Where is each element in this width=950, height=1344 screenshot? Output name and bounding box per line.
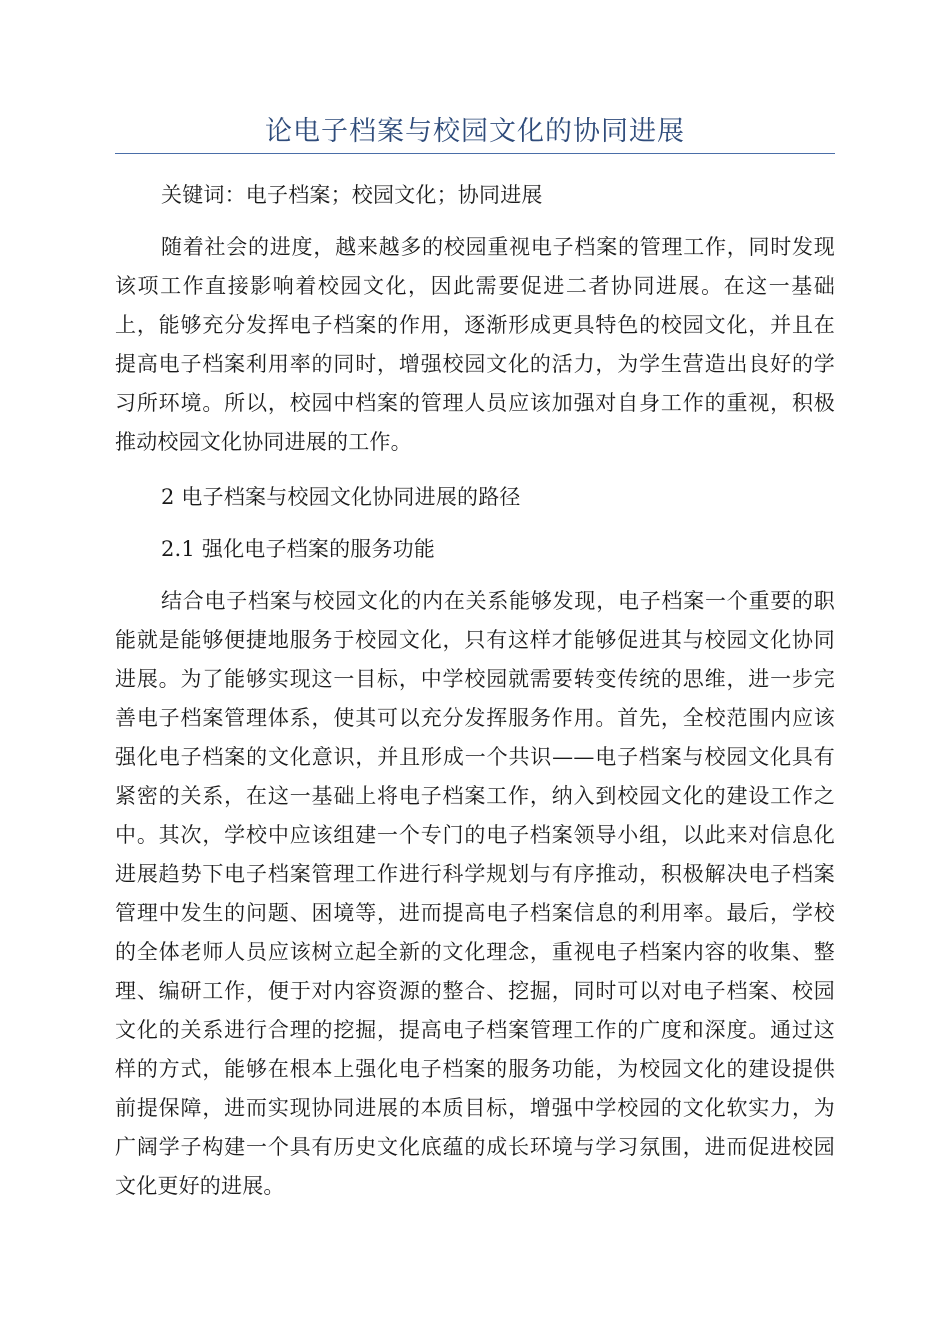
- document-title: 论电子档案与校园文化的协同进展: [265, 116, 685, 147]
- intro-paragraph: 随着社会的进度，越来越多的校园重视电子档案的管理工作，同时发现该项工作直接影响着校园文化，因此需要促进二者协同进展。在这一基础上，能够充分发挥电子档案的作用，逐渐形成更具特色的校园文化，并且在提高电子档案利用率的同时，增强校园文化的活力，为学生营造出良好的学习所环境。所以，校园中档案的管理人员应该加强对自身工作的重视，积极推动校园文化协同进展的工作。: [115, 235, 835, 454]
- section-2-1-paragraph: 结合电子档案与校园文化的内在关系能够发现，电子档案一个重要的职能就是能够便捷地服务于校园文化，只有这样才能够促进其与校园文化协同进展。为了能够实现这一目标，中学校园就需要转变传统的思维，进一步完善电子档案管理体系，使其可以充分发挥服务作用。首先，全校范围内应该强化电子档案的文化意识，并且形成一个共识——电子档案与校园文化具有紧密的关系，在这一基础上将电子档案工作，纳入到校园文化的建设工作之中。其次，学校中应该组建一个专门的电子档案领导小组，以此来对信息化进展趋势下电子档案管理工作进行科学规划与有序推动，积极解决电子档案管理中发生的问题、困境等，进而提高电子档案信息的利用率。最后，学校的全体老师人员应该树立起全新的文化理念，重视电子档案内容的收集、整理、编研工作，便于对内容资源的整合、挖掘，同时可以对电子档案、校园文化的关系进行合理的挖掘，提高电子档案管理工作的广度和深度。通过这样的方式，能够在根本上强化电子档案的服务功能，为校园文化的建设提供前提保障，进而实现协同进展的本质目标，增强中学校园的文化软实力，为广阔学子构建一个具有历史文化底蕴的成长环境与学习氛围，进而促进校园文化更好的进展。: [115, 589, 835, 1198]
- keywords-line: 关键词：电子档案；校园文化；协同进展: [161, 183, 543, 207]
- subsection-heading-2-1: 2.1 强化电子档案的服务功能: [161, 537, 436, 561]
- section-heading-2: 2 电子档案与校园文化协同进展的路径: [161, 485, 521, 509]
- title-underline: [115, 153, 835, 154]
